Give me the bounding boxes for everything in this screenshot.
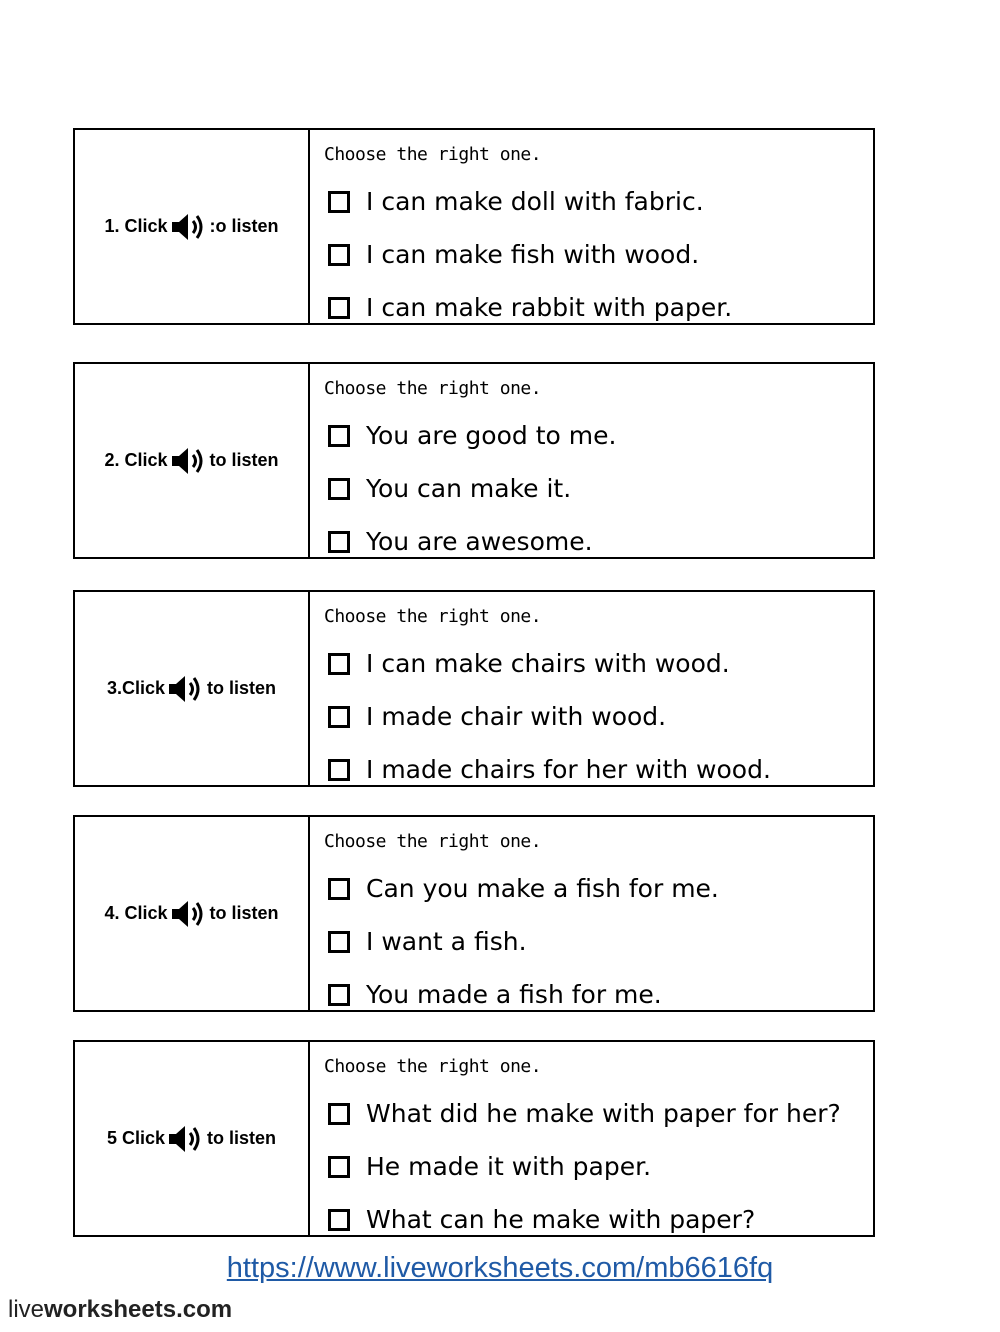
- checkbox-icon[interactable]: [328, 191, 350, 213]
- answer-option[interactable]: [324, 1140, 873, 1193]
- answer-option[interactable]: [324, 862, 873, 915]
- brand-light: live: [8, 1296, 45, 1323]
- listen-label-post: to listen: [209, 450, 279, 470]
- options-cell: [310, 364, 873, 557]
- answer-option[interactable]: [324, 1193, 873, 1246]
- answer-option-label: I made chairs for her with wood.: [366, 755, 771, 784]
- listen-cell: [75, 1042, 310, 1235]
- answer-option-label: I can make rabbit with paper.: [366, 293, 733, 322]
- question-prompt: Choose the right one.: [324, 1056, 542, 1077]
- answer-option-label: He made it with paper.: [366, 1152, 652, 1181]
- options-cell: [310, 817, 873, 1010]
- options-cell: [310, 130, 873, 323]
- answer-option-label: You can make it.: [366, 474, 572, 503]
- answer-option-label: I can make doll with fabric.: [366, 187, 704, 216]
- question-prompt: Choose the right one.: [324, 378, 542, 399]
- listen-label-pre: 3.Click: [106, 678, 166, 698]
- question-box: [73, 815, 875, 1012]
- answer-option[interactable]: [324, 462, 873, 515]
- speaker-icon[interactable]: [170, 445, 208, 477]
- listen-label-post: to listen: [209, 903, 279, 923]
- listen-cell: [75, 817, 310, 1010]
- answer-option-label: You made a fish for me.: [366, 980, 662, 1009]
- answer-option-label: I can make chairs with wood.: [366, 649, 730, 678]
- answer-option-label: I can make fish with wood.: [366, 240, 700, 269]
- answer-option-label: What did he make with paper for her?: [366, 1099, 841, 1128]
- answer-option-label: I want a fish.: [366, 927, 527, 956]
- brand-suffix: .com: [176, 1296, 233, 1323]
- checkbox-icon[interactable]: [328, 478, 350, 500]
- listen-cell: [75, 364, 310, 557]
- checkbox-icon[interactable]: [328, 984, 350, 1006]
- options-cell: [310, 592, 873, 785]
- listen-label-pre: 1. Click: [104, 216, 168, 236]
- checkbox-icon[interactable]: [328, 759, 350, 781]
- question-prompt: Choose the right one.: [324, 606, 542, 627]
- listen-label-post: to listen: [207, 1128, 277, 1148]
- worksheet-link[interactable]: https://www.liveworksheets.com/mb6616fq: [226, 1252, 774, 1284]
- answer-option-label: You are good to me.: [366, 421, 617, 450]
- checkbox-icon[interactable]: [328, 244, 350, 266]
- listen-label-pre: 4. Click: [104, 903, 168, 923]
- checkbox-icon[interactable]: [328, 1156, 350, 1178]
- checkbox-icon[interactable]: [328, 297, 350, 319]
- listen-label-pre: 5 Click: [106, 1128, 166, 1148]
- checkbox-icon[interactable]: [328, 706, 350, 728]
- question-box: [73, 1040, 875, 1237]
- question-box: [73, 128, 875, 325]
- speaker-icon[interactable]: [170, 211, 208, 243]
- speaker-icon[interactable]: [167, 673, 205, 705]
- answer-option-label: I made chair with wood.: [366, 702, 667, 731]
- question-box: [73, 590, 875, 787]
- checkbox-icon[interactable]: [328, 1209, 350, 1231]
- answer-option[interactable]: [324, 637, 873, 690]
- speaker-icon[interactable]: [170, 898, 208, 930]
- question-box: [73, 362, 875, 559]
- listen-label-pre: 2. Click: [104, 450, 168, 470]
- brand-bold: worksheets: [44, 1296, 177, 1323]
- checkbox-icon[interactable]: [328, 653, 350, 675]
- listen-cell: [75, 130, 310, 323]
- answer-option-label: Can you make a fish for me.: [366, 874, 719, 903]
- brand-logo: [8, 1296, 232, 1324]
- listen-cell: [75, 592, 310, 785]
- answer-option[interactable]: [324, 175, 873, 228]
- options-cell: [310, 1042, 873, 1235]
- question-prompt: Choose the right one.: [324, 144, 542, 165]
- listen-label-post: :o listen: [209, 216, 279, 236]
- checkbox-icon[interactable]: [328, 425, 350, 447]
- answer-option[interactable]: [324, 228, 873, 281]
- answer-option[interactable]: [324, 281, 873, 334]
- answer-option-label: You are awesome.: [366, 527, 593, 556]
- answer-option-label: What can he make with paper?: [366, 1205, 756, 1234]
- answer-option[interactable]: [324, 1087, 873, 1140]
- answer-option[interactable]: [324, 515, 873, 568]
- answer-option[interactable]: [324, 915, 873, 968]
- checkbox-icon[interactable]: [328, 531, 350, 553]
- answer-option[interactable]: [324, 409, 873, 462]
- checkbox-icon[interactable]: [328, 1103, 350, 1125]
- checkbox-icon[interactable]: [328, 931, 350, 953]
- answer-option[interactable]: [324, 968, 873, 1021]
- speaker-icon[interactable]: [167, 1123, 205, 1155]
- listen-label-post: to listen: [207, 678, 277, 698]
- checkbox-icon[interactable]: [328, 878, 350, 900]
- question-prompt: Choose the right one.: [324, 831, 542, 852]
- answer-option[interactable]: [324, 743, 873, 796]
- answer-option[interactable]: [324, 690, 873, 743]
